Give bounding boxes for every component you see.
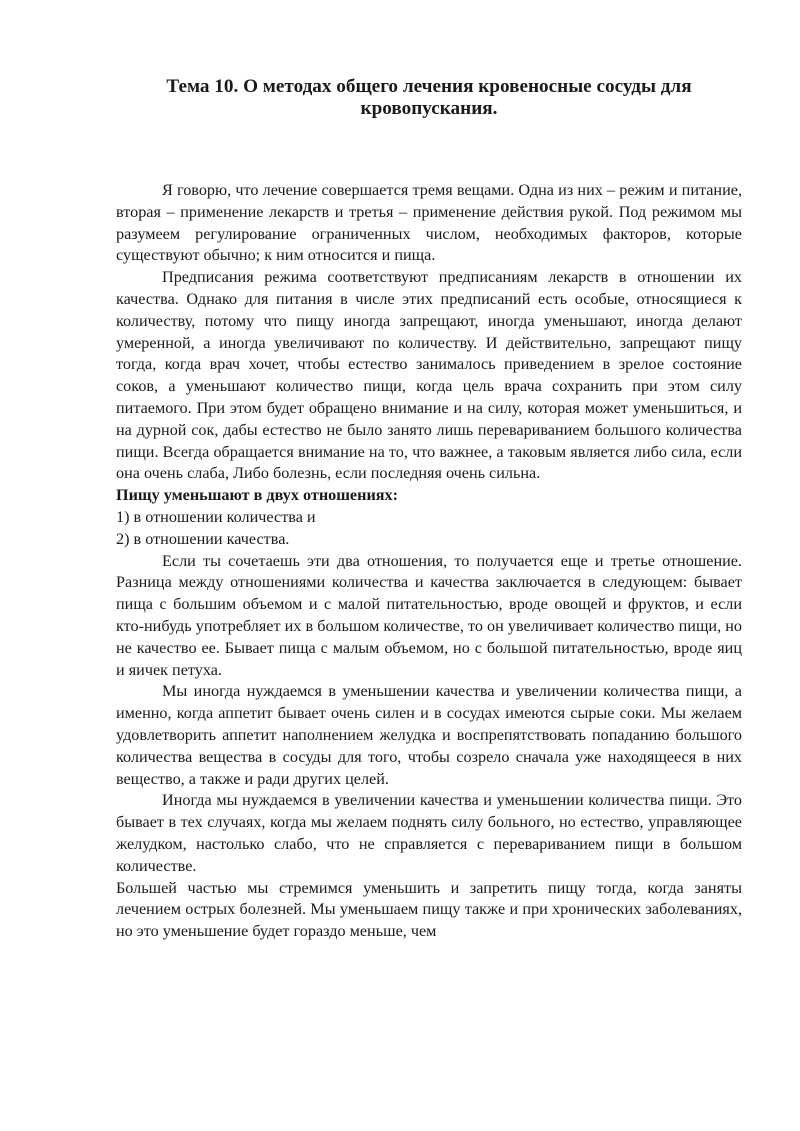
document-title: Тема 10. О методах общего лечения кровеносные сосуды для кровопускания. [166, 76, 692, 119]
section-heading: Пищу уменьшают в двух отношениях: [116, 486, 399, 505]
list-item: 2) в отношении качества. [116, 529, 290, 548]
paragraph: Я говорю, что лечение совершается тремя вещами. Одна из них – режим и питание, вторая – применение лекарств и третья – применение действия рукой. Под режимом мы разумеем регулирование ограниченных числом, необходимых факторов, которые существуют обычно; к ним относится и пища. [116, 181, 742, 265]
paragraph: Если ты сочетаешь эти два отношения, то получается еще и третье отношение. Разница между отношениями количества и качества заключается в следующем: бывает пища с большим объемом и с малой питательностью, вроде овощей и фруктов, и если кто-нибудь употребляет их в большом количестве, то он увеличивает количество пищи, но не качество ее. Бывает пища с малым объемом, но с большой питательностью, вроде яиц и яичек петуха. [116, 551, 742, 679]
document-body [116, 180, 742, 943]
paragraph: Иногда мы нуждаемся в увеличении качества и уменьшении количества пищи. Это бывает в тех случаях, когда мы желаем поднять силу больного, но естество, управляющее желудком, настолько слабо, что не справляется с перевариванием пищи в большом количестве. [116, 791, 742, 875]
paragraph: Предписания режима соответствуют предписаниям лекарств в отношении их качества. Однако для питания в числе этих предписаний есть особые, относящиеся к количеству, потому что пищу иногда запрещают, иногда уменьшают, иногда делают умеренной, а иногда увеличивают по количеству. И действительно, запрещают пищу тогда, когда врач хочет, чтобы естество занималось приведением в зрелое состояние соков, а уменьшают количество пищи, когда цель врача сохранить при этом силу питаемого. При этом будет обращено внимание и на силу, которая может уменьшиться, и на дурной сок, дабы естество не было занято лишь перевариванием большого количества пищи. Всегда обращается внимание на то, что важнее, а таковым является либо сила, если она очень слаба, Либо болезнь, если последняя очень сильна. [116, 268, 742, 483]
document-page [116, 0, 742, 943]
paragraph: Мы иногда нуждаемся в уменьшении качества и увеличении количества пищи, а именно, когда аппетит бывает очень силен и в сосудах имеются сырые соки. Мы желаем удовлетворить аппетит наполнением желудка и воспрепятствовать попаданию большого количества вещества в сосуды для того, чтобы созрело сначала уже находящееся в них вещество, а также и ради других целей. [116, 682, 742, 788]
list-item: 1) в отношении количества и [116, 507, 316, 526]
paragraph: Большей частью мы стремимся уменьшить и запретить пищу тогда, когда заняты лечением острых болезней. Мы уменьшаем пищу также и при хронических заболеваниях, но это уменьшение будет гораздо меньше, чем [116, 878, 742, 941]
